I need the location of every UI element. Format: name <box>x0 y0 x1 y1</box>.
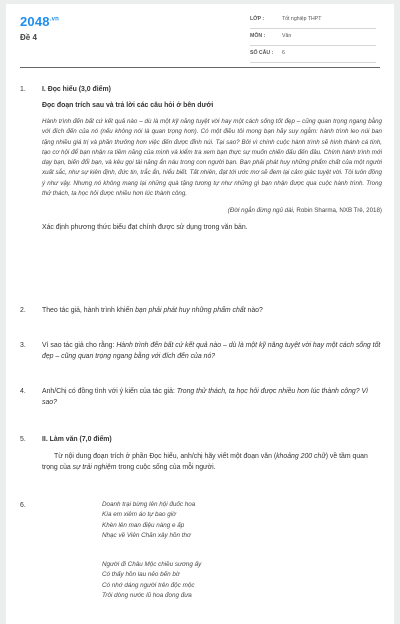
question-number: 1. <box>20 86 26 93</box>
text-part: Từ nội dung đoạn trích ở phần Đọc hiểu, anh/chị hãy viết một đoạn văn ( <box>54 453 277 460</box>
header-divider <box>20 67 380 68</box>
section-title-writing: II. Làm văn (7,0 điểm) <box>42 436 112 443</box>
section-title-reading: I. Đọc hiểu (3,0 điểm) <box>42 86 111 93</box>
meta-label-subject: MÔN : <box>250 33 266 39</box>
exam-meta <box>250 16 376 67</box>
meta-label-class: LỚP : <box>250 16 265 22</box>
poem-line: Trôi dòng nước lũ hoa đong đưa <box>102 592 192 600</box>
poem-line: Nhạc về Viên Chăn xây hồn thơ <box>102 532 191 540</box>
question-5-text <box>42 451 382 473</box>
text-part-italic: Trong thử thách, ta học hỏi được nhiều hơn lúc thành công? Vì sao? <box>42 388 369 406</box>
meta-value-subject: Văn <box>282 33 292 39</box>
poem-line: Có thấy hồn lau nẻo bến bờ <box>102 571 180 579</box>
poem-line: Doanh trại bừng lên hội đuốc hoa <box>102 501 196 508</box>
text-part-italic: bạn phải phát huy những phẩm chất <box>135 307 246 314</box>
citation-work: (Đời ngắn đừng ngủ dài, <box>227 207 295 215</box>
question-number: 3. <box>20 342 26 349</box>
question-number: 6. <box>20 502 26 509</box>
meta-row-class <box>250 16 376 29</box>
text-part: nào? <box>245 307 263 314</box>
logo-text: 2048 <box>20 14 50 29</box>
meta-label-count: SỐ CÂU : <box>250 50 274 56</box>
logo-suffix: .vn <box>49 16 60 23</box>
question-number: 5. <box>20 436 26 443</box>
question-2-text <box>42 305 382 316</box>
poem-line: Có nhớ dáng người trên độc mộc <box>102 581 195 589</box>
meta-row-subject <box>250 33 376 46</box>
text-part-italic: khoảng 200 chữ <box>276 453 326 460</box>
meta-value-class: Tốt nghiệp THPT <box>282 16 322 22</box>
reading-passage: Hành trình đến bất cứ kết quả nào – dù là một kỹ năng tuyệt vời hay một cách sống tốt đẹp – cũng quan trọng ngang bằng với đích đến của nó (nếu không nói là quan trọng hơn). Có một điều tôi mong bạn hãy suy ngẫm: hành trình leo núi ban tặng nhiều giá trị và phần thưởng hơn việc đến được đỉnh núi. Tại sao? Bởi vì chính cuộc hành trình sẽ hình thành cá tính, tạo cơ hội để bạn nhận ra tiềm năng của mình và kiểm tra xem bạn thực sự muốn chiến đấu đến đâu. Chính hành trình mới dạy bạn, biến đổi bạn, và kêu gọi tài năng ẩn náu trong con người bạn. Bạn phải phát huy những phẩm chất của một người xuất sắc, như sự kiên định, đức tin, trắc ẩn, hiểu biết. Tất nhiên, đạt tới ước mơ sẽ đem lại cảm giác tuyệt vời. Tôi luôn đồng ý như vậy. Nhưng nó không mang lại những quà tặng tương tự như những gì bạn nhận được qua cuộc hành trình. Trong thử thách, ta học hỏi được nhiều hơn lúc thành công. <box>42 118 382 198</box>
poem-stanza-2 <box>102 560 201 602</box>
reading-instruction: Đọc đoạn trích sau và trả lời các câu hỏi ở bên dưới <box>42 102 214 109</box>
question-1-text: Xác định phương thức biểu đạt chính được sử dụng trong văn bản. <box>42 224 248 232</box>
citation-rest: Robin Sharma, NXB Trẻ, 2018) <box>294 207 382 215</box>
poem-line: Người đi Châu Mộc chiều sương ấy <box>102 561 202 568</box>
question-number: 4. <box>20 388 26 395</box>
question-4-text <box>42 386 382 408</box>
text-part: Anh/Chị có đồng tình với ý kiến của tác giả: <box>42 388 177 395</box>
poem-line: Kìa em xiêm áo tự bao giờ <box>102 511 176 519</box>
poem-line: Khèn lên man điệu nàng e ấp <box>102 521 185 529</box>
text-part-italic: Hành trình đến bất cứ kết quả nào – dù là một kỹ năng tuyệt vời hay một cách sống tốt đẹp – cũng quan trọng ngang bằng với đích đến của nó? <box>42 342 381 360</box>
poem-stanza-1 <box>102 500 195 542</box>
text-part: ) về tầm quan trọng của <box>42 453 368 471</box>
meta-value-count: 6 <box>282 50 285 56</box>
text-part: Theo tác giả, hành trình khiến <box>42 307 136 314</box>
exam-number: Đề 4 <box>20 33 37 42</box>
site-logo[interactable] <box>20 14 59 29</box>
meta-row-count <box>250 50 376 63</box>
passage-citation <box>42 206 382 216</box>
question-number: 2. <box>20 307 26 314</box>
text-part-italic: sự trải nghiệm <box>72 464 117 471</box>
text-part: trong cuộc sống của mỗi người. <box>116 464 216 471</box>
question-3-text <box>42 340 382 362</box>
text-part: Vì sao tác giả cho rằng: <box>42 342 117 349</box>
exam-page <box>6 4 394 624</box>
